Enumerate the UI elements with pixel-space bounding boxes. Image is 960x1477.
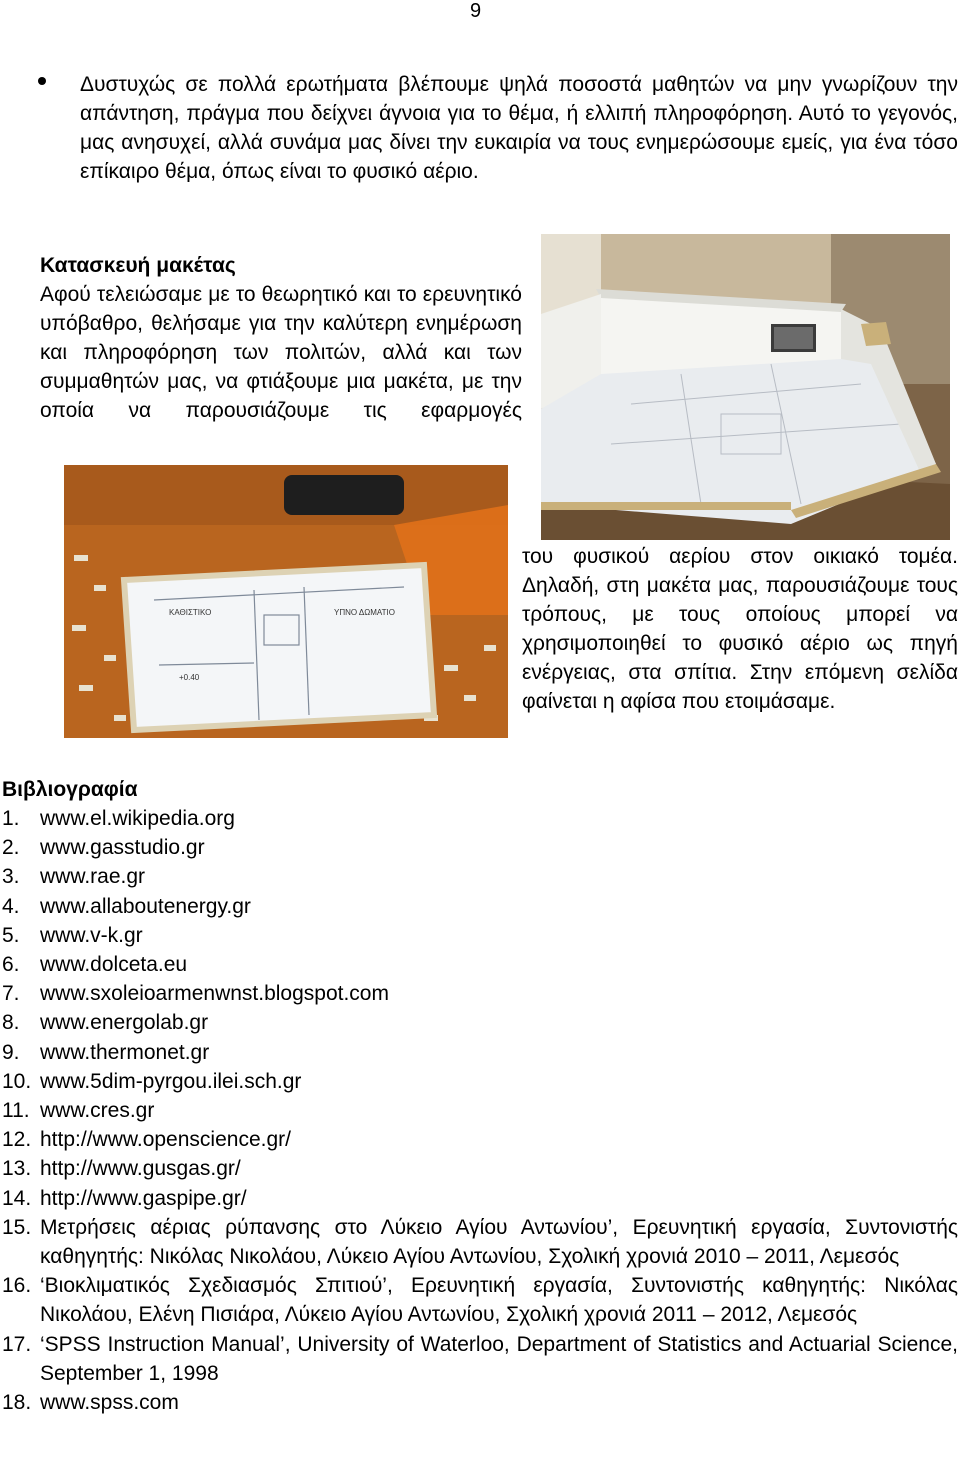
bibliography-item-text: http://www.openscience.gr/ [40, 1128, 291, 1152]
bibliography-item [0, 1388, 958, 1417]
bibliography-item-text: www.thermonet.gr [40, 1040, 210, 1064]
bibliography-item-text: www.el.wikipedia.org [40, 807, 235, 830]
bibliography-item-number: 17. [2, 1332, 32, 1356]
bibliography-item [0, 1154, 958, 1183]
bibliography-item-number: 4. [2, 894, 20, 918]
bibliography-item-number: 5. [2, 923, 20, 947]
bibliography-item [0, 1213, 958, 1271]
plan-room1-label: ΚΑΘΙΣΤΙΚΟ [169, 608, 212, 617]
bibliography-heading: Βιβλιογραφία [2, 778, 138, 801]
bibliography-item-text: www.dolceta.eu [40, 953, 188, 977]
bibliography-item-number: 9. [2, 1040, 20, 1064]
bibliography-item-text: Μετρήσεις αέριας ρύπανσης στο Λύκειο Αγίου Αντωνίου’, Ερευνητική εργασία, Συντονιστής καθηγητής: Νικόλας Νικολάου, Λύκειο Αγίου Αντωνίου, Σχολική χρονιά 2010 – 2011, Λεμεσός [40, 1215, 958, 1269]
bibliography-item-text: www.5dim-pyrgou.ilei.sch.gr [40, 1069, 302, 1093]
bibliography-item-text: www.sxoleioarmenwnst.blogspot.com [40, 982, 389, 1006]
bibliography-item-text: www.rae.gr [40, 865, 146, 889]
bibliography-item-number: 6. [2, 953, 20, 977]
bullet-paragraph: Δυστυχώς σε πολλά ερωτήματα βλέπουμε ψηλά ποσοστά μαθητών να μην γνωρίζουν την απάντηση, πράγμα που δείχνει άγνοια για το θέμα, ή ελλιπή πληροφόρηση. Αυτό το γεγονός, μας ανησυχεί, αλλά συνάμα μας δίνει την ευκαιρία να τους ενημερώσουμε εμείς, για ένα τόσο επίκαιρο θέμα, όπως είναι το φυσικό αέριο. [80, 73, 958, 183]
bibliography-item [0, 1038, 958, 1067]
model-house-photo [541, 234, 950, 540]
section-intro-text: Αφού τελειώσαμε με το θεωρητικό και το ερευνητικό υπόβαθρο, θελήσαμε για την καλύτερη ενημέρωση και πληροφόρηση των πολιτών, αλλά και των συμμαθητών μας, να φτιάξουμε μια μακέτα, με την οποία να παρουσιάζουμε τις εφαρμογές [40, 283, 522, 422]
bibliography-item [0, 1271, 958, 1329]
section-heading: Κατασκευή μακέτας [40, 254, 236, 277]
bibliography-item [0, 1184, 958, 1213]
bibliography-item-text: www.allaboutenergy.gr [40, 894, 251, 918]
bibliography-item-number: 7. [2, 982, 20, 1006]
bibliography-item-number: 3. [2, 865, 20, 889]
bibliography-list [0, 804, 958, 1417]
bibliography-item-text: www.energolab.gr [40, 1011, 209, 1035]
bibliography-item [0, 862, 958, 891]
section-continuation-text: του φυσικού αερίου στον οικιακό τομέα. Δηλαδή, στη μακέτα μας, παρουσιάζουμε τους τρόπους, με τους οποίους μπορεί να χρησιμοποιηθεί το φυσικό αέριο ως πηγή ενέργειας, στα σπίτια. Στην επόμενη σελίδα φαίνεται η αφίσα που ετοιμάσαμε. [522, 545, 958, 713]
bibliography-item-text: ‘Βιοκλιματικός Σχεδιασμός Σπιτιού’, Ερευνητική εργασία, Συντονιστής καθηγητής: Νικόλας Νικολάου, Ελένη Πισιάρα, Λύκειο Αγίου Αντωνίου, Σχολική χρονιά 2011 – 2012, Λεμεσός [40, 1274, 958, 1327]
bibliography-item-text: http://www.gusgas.gr/ [40, 1157, 241, 1181]
bibliography-item-text: www.cres.gr [40, 1099, 155, 1123]
bibliography-item [0, 833, 958, 862]
bibliography-item-number: 8. [2, 1011, 20, 1035]
plan-room2-label: ΥΠΝΟ ΔΩΜΑΤΙΟ [334, 608, 395, 617]
bibliography-item [0, 979, 958, 1008]
bibliography-item-text: www.spss.com [40, 1391, 179, 1415]
bullet-icon [38, 77, 46, 85]
bibliography-item-number: 14. [2, 1186, 32, 1210]
bibliography-item-number: 2. [2, 836, 20, 860]
bibliography-item-text: www.gasstudio.gr [40, 836, 205, 860]
bibliography-item [0, 1330, 958, 1388]
bibliography-item-number: 11. [2, 1099, 30, 1123]
page-number: 9 [470, 0, 482, 22]
bibliography-item [0, 921, 958, 950]
bibliography-item-number: 16. [2, 1274, 32, 1298]
bibliography-item [0, 1096, 958, 1125]
bibliography-item-number: 1. [2, 807, 20, 830]
bibliography-item [0, 1125, 958, 1154]
bibliography-item [0, 804, 958, 833]
bibliography-item-text: www.v-k.gr [40, 923, 143, 947]
plan-level-label: +0.40 [179, 673, 200, 682]
bibliography-item-number: 12. [2, 1128, 32, 1152]
bibliography-item [0, 892, 958, 921]
bibliography-item [0, 1008, 958, 1037]
floor-plan-photo [64, 465, 508, 738]
bibliography-item [0, 950, 958, 979]
bibliography-item [0, 1067, 958, 1096]
bibliography-item-number: 10. [2, 1069, 32, 1093]
bibliography-item-text: ‘SPSS Instruction Manual’, University of Waterloo, Department of Statistics and Actuarial Science, September 1, 1998 [40, 1332, 958, 1385]
bibliography-item-text: http://www.gaspipe.gr/ [40, 1186, 247, 1210]
bibliography-item-number: 13. [2, 1157, 32, 1181]
bibliography-item-number: 15. [2, 1215, 32, 1239]
bibliography-item-number: 18. [2, 1391, 32, 1415]
